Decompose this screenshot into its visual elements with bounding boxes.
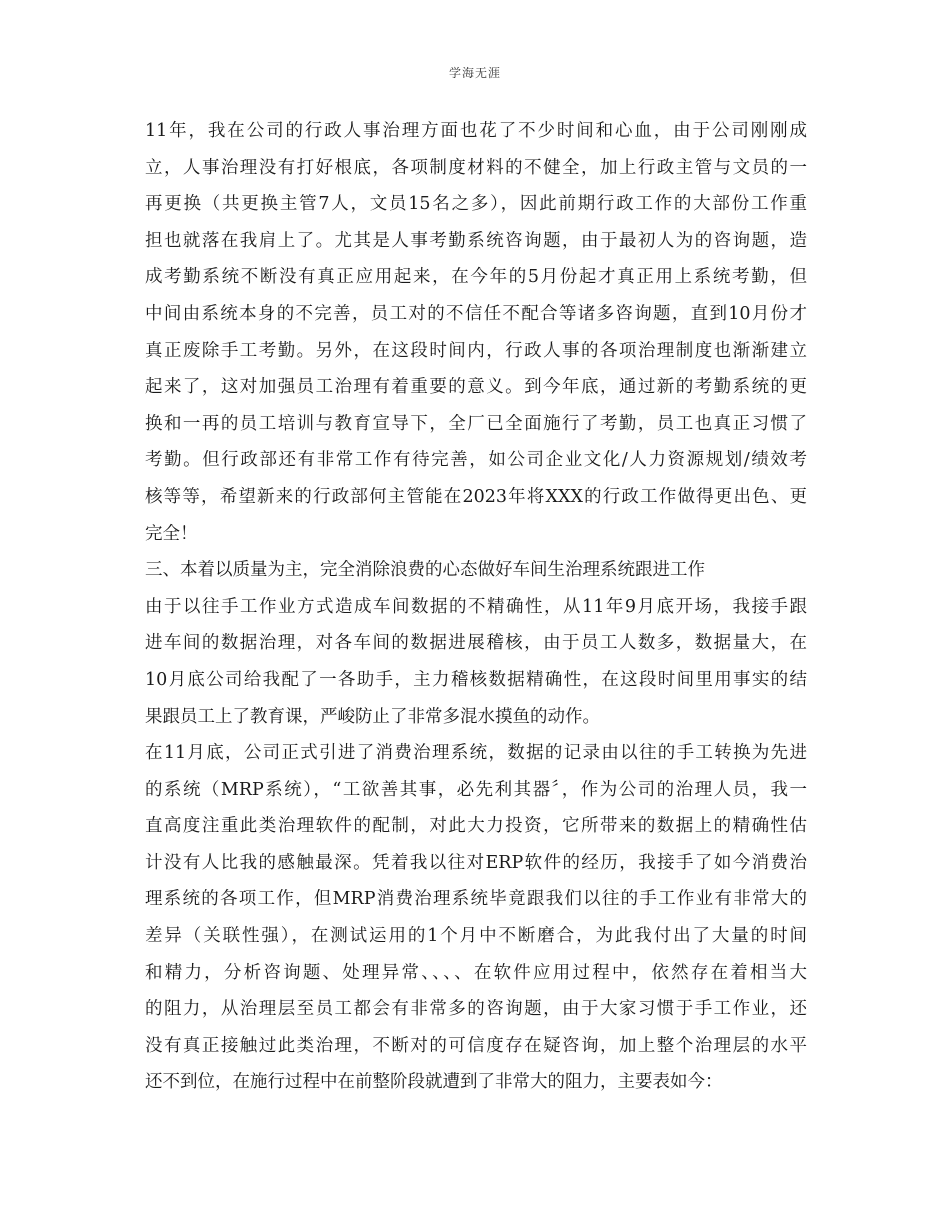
text-line: 理系统的各项工作，但MRP消费治理系统毕竟跟我们以往的手工作业有非常大的 — [145, 889, 807, 910]
text-line: 中间由系统本身的不完善，员工对的不信任不配合等诸多咨询题，直到10月份才 — [145, 303, 807, 324]
text-line: 没有真正接触过此类治理，不断对的可信度存在疑咨询，加上整个治理层的水平 — [145, 1035, 807, 1056]
text-line: 还不到位，在施行过程中在前整阶段就遭到了非常大的阻力，主要表如今： — [145, 1072, 723, 1093]
text-line: 考勤。但行政部还有非常工作有待完善，如公司企业文化/人力资源规划/绩效考 — [145, 450, 807, 471]
text-line: 成考勤系统不断没有真正应用起来，在今年的5月份起才真正用上系统考勤，但 — [145, 267, 807, 288]
text-line: 担也就落在我肩上了。尤其是人事考勤系统咨询题，由于最初人为的咨询题，造 — [145, 230, 807, 251]
text-line: 10月底公司给我配了一各助手，主力稽核数据精确性，在这段时间里用事实的结 — [145, 669, 807, 690]
page-header: 学海无涯 — [448, 66, 501, 80]
text-line: 果跟员工上了教育课，严峻防止了非常多混水摸鱼的动作。 — [145, 706, 600, 727]
text-line: 起来了，这对加强员工治理有着重要的意义。到今年底，通过新的考勤系统的更 — [145, 377, 807, 398]
text-line: 的阻力，从治理层至员工都会有非常多的咨询题，由于大家习惯于手工作业，还 — [145, 999, 807, 1020]
text-line: 差异（关联性强），在测试运用的1个月中不断磨合，为此我付出了大量的时间 — [145, 926, 807, 947]
text-line: 进车间的数据治理，对各车间的数据进展稽核，由于员工人数多，数据量大，在 — [145, 633, 807, 654]
text-line: 由于以往手工作业方式造成车间数据的不精确性，从11年9月底开场，我接手跟 — [145, 596, 807, 617]
text-line: 真正废除手工考勤。另外，在这段时间内，行政人事的各项治理制度也渐渐建立 — [145, 340, 807, 361]
text-line: 在11月底，公司正式引进了消费治理系统，数据的记录由以往的手工转换为先进 — [145, 743, 807, 764]
text-line: 计没有人比我的感触最深。凭着我以往对ERP软件的经历，我接手了如今消费治 — [145, 852, 807, 873]
text-line: 11年，我在公司的行政人事治理方面也花了不少时间和心血，由于公司刚刚成 — [145, 121, 807, 141]
text-line: 直高度注重此类治理软件的配制，对此大力投资，它所带来的数据上的精确性估 — [145, 816, 807, 837]
text-line: 完全！ — [145, 523, 198, 544]
text-line: 和精力，分析咨询题、处理异常、、、、在软件应用过程中，依然存在着相当大 — [145, 962, 807, 983]
section-heading: 三、本着以质量为主，完全消除浪费的心态做好车间生治理系统跟进工作 — [145, 560, 705, 581]
text-line: 的系统（MRP系统），“工欲善其事，必先利其器〞，作为公司的治理人员，我一 — [145, 779, 807, 800]
text-line: 换和一再的员工培训与教育宣导下，全厂已全面施行了考勤，员工也真正习惯了 — [145, 413, 807, 434]
text-line: 核等等，希望新来的行政部何主管能在2023年将XXX的行政工作做得更出色、更 — [145, 486, 807, 507]
text-line: 立，人事治理没有打好根底，各项制度材料的不健全，加上行政主管与文员的一 — [145, 157, 807, 178]
text-line: 再更换（共更换主管7人，文员15名之多），因此前期行政工作的大部份工作重 — [145, 194, 807, 215]
document-body — [145, 113, 807, 1101]
